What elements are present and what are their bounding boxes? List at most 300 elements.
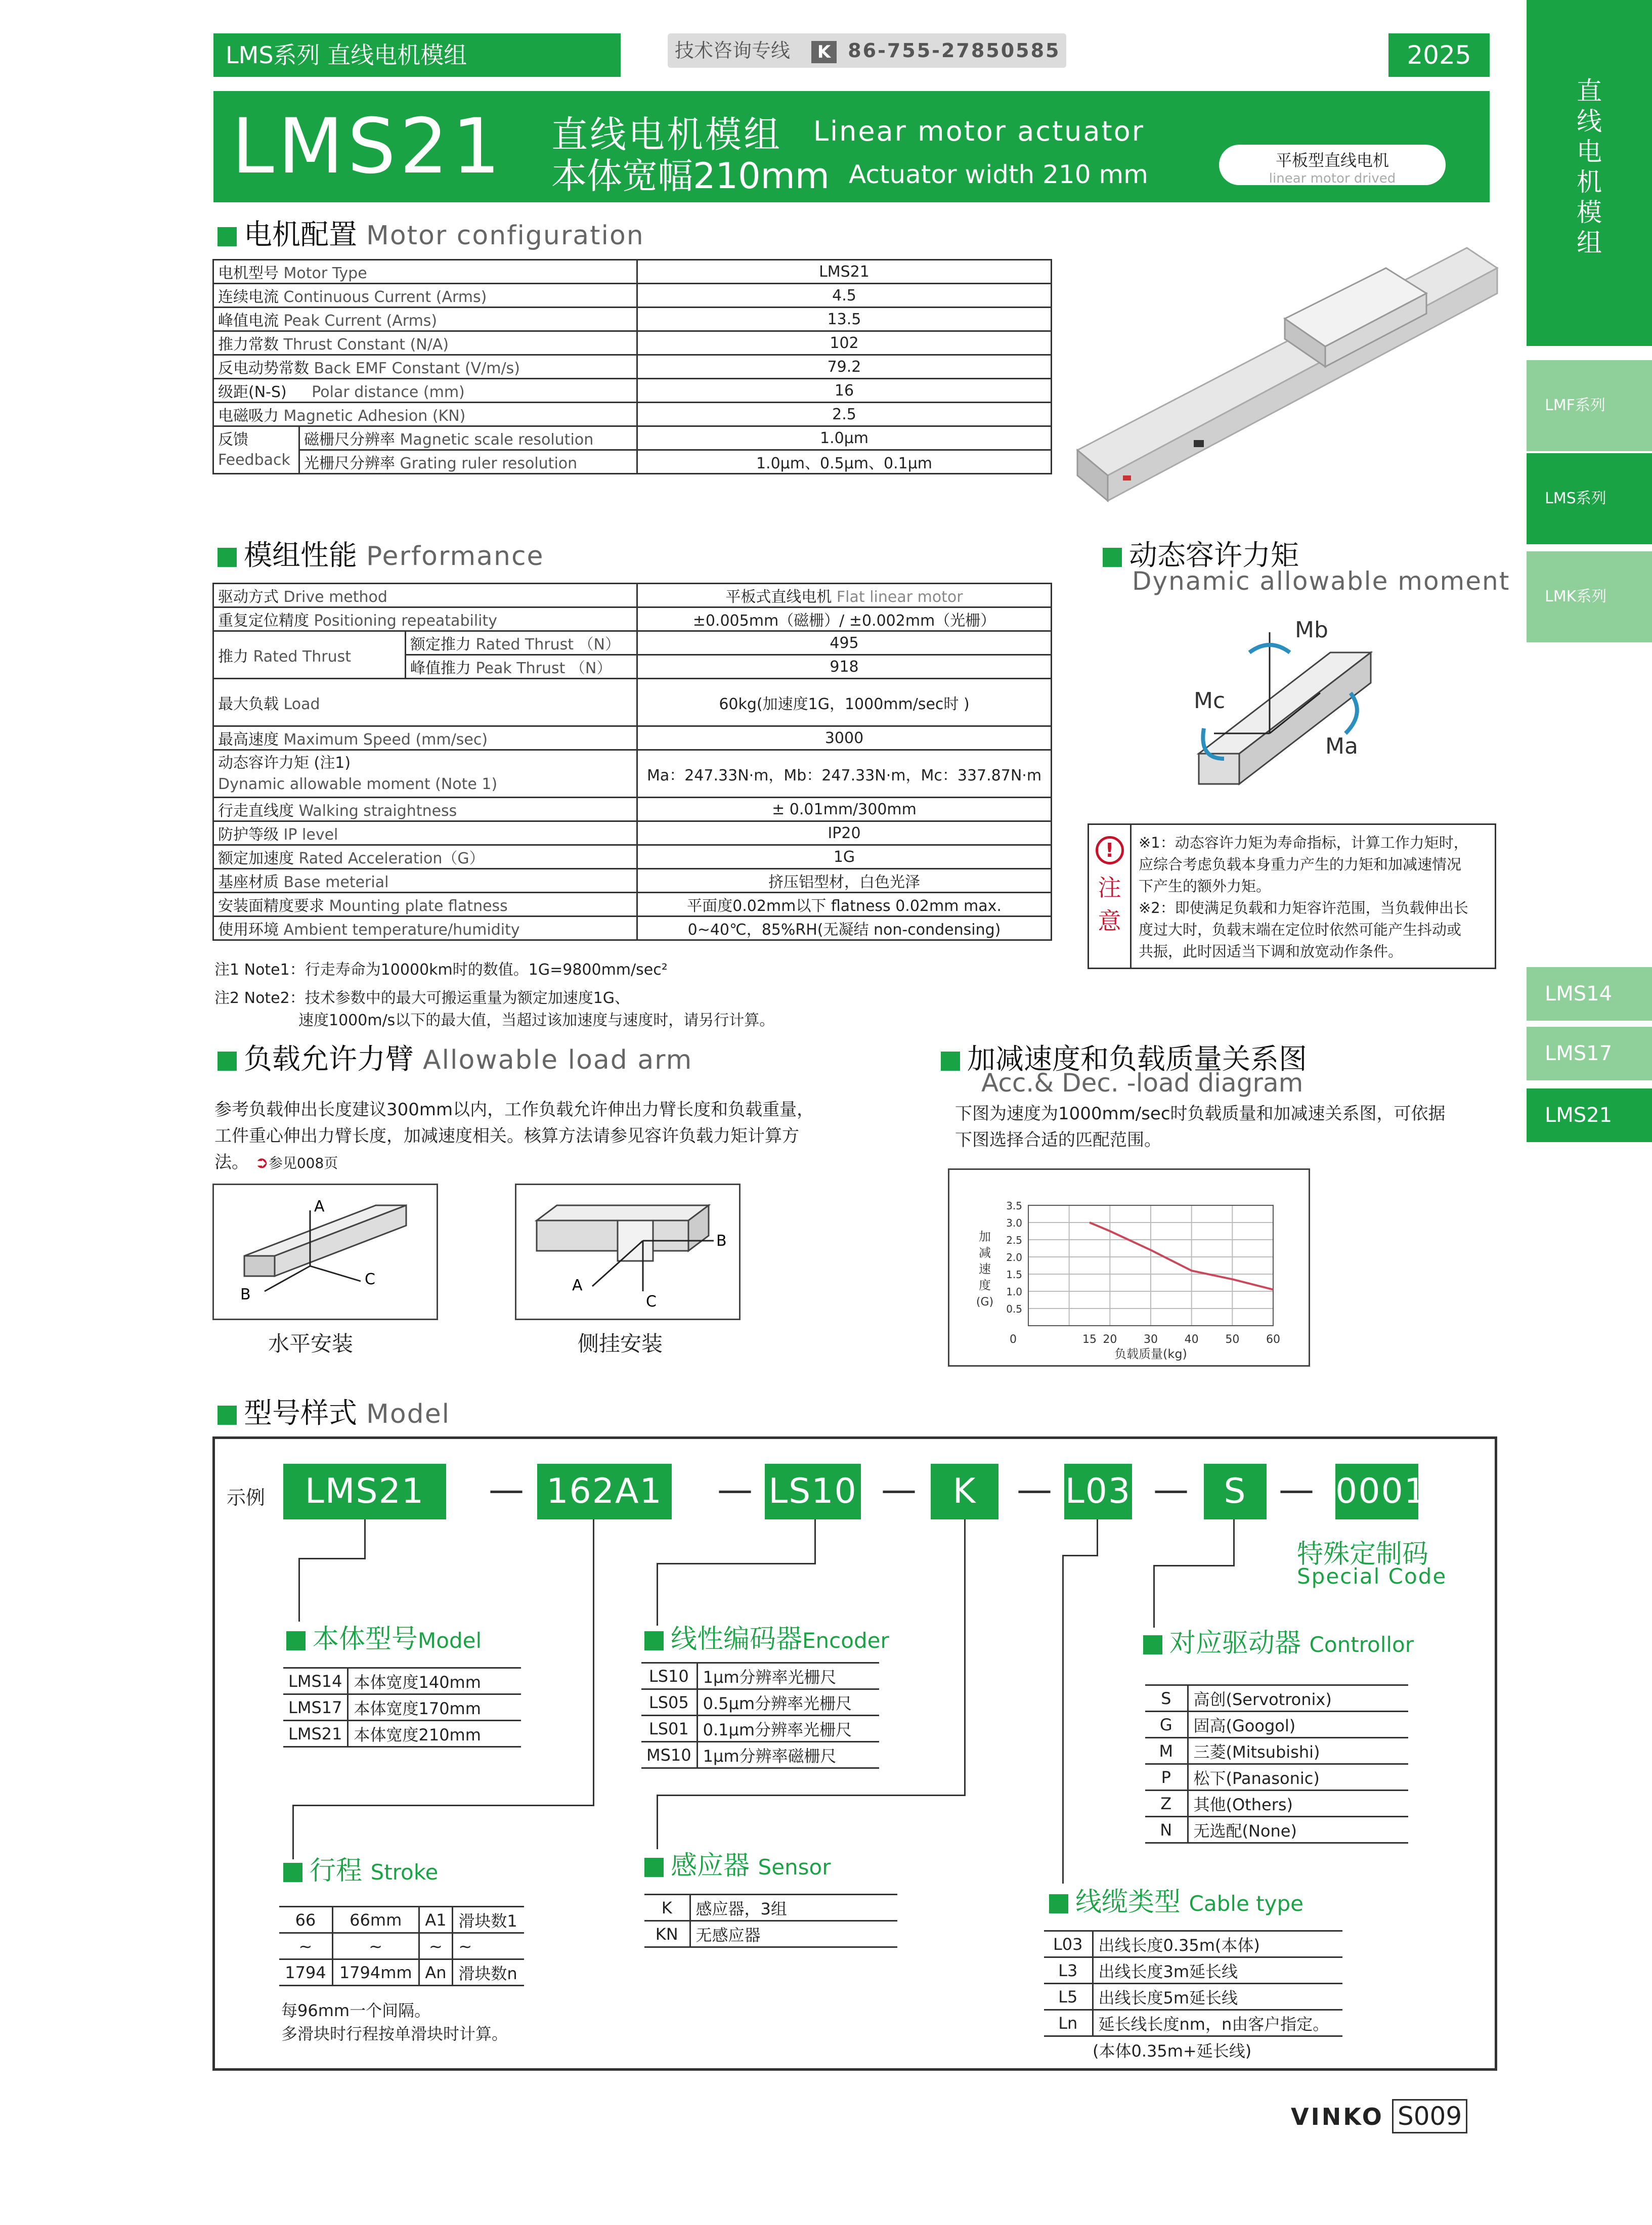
code-key: MS10	[641, 1742, 697, 1768]
table-row	[1145, 1817, 1408, 1843]
x-tick-label: 20	[1103, 1333, 1117, 1346]
tab-lms17[interactable]: LMS17	[1527, 1027, 1652, 1080]
badge-en: linear motor drived	[1269, 171, 1396, 186]
page-reference-link[interactable]: 参见008页	[268, 1155, 338, 1171]
label-en: Peak Thrust （N）	[475, 660, 612, 677]
y-tick-label: 2.0	[1006, 1251, 1022, 1263]
cell-value: 60kg(加速度1G，1000mm/sec时 )	[637, 679, 1052, 726]
table-row	[1145, 1685, 1408, 1712]
accel-heading-en: Acc.& Dec. -load diagram	[981, 1068, 1303, 1098]
cell-value: 918	[637, 655, 1052, 679]
tab-lms14[interactable]: LMS14	[1527, 967, 1652, 1021]
label-en: Positioning repeatability	[314, 612, 498, 630]
code-desc: 本体宽度140mm	[348, 1668, 521, 1694]
heading-en: Motor configuration	[366, 221, 644, 251]
heading-en: Sensor	[758, 1855, 831, 1880]
code-encoder: LS10	[765, 1464, 861, 1519]
caution-line: 应综合考虑负载本身重力产生的力矩和加减速情况	[1139, 856, 1462, 873]
mb-label: Mb	[1295, 617, 1328, 643]
x-tick-label: 15	[1082, 1333, 1097, 1346]
cell-value: 挤压铝型材，白色光泽	[637, 869, 1052, 893]
heading-en: Allowable load arm	[423, 1045, 693, 1075]
label-en: IP level	[283, 826, 338, 844]
caution-line: 共振，此时因适当下调和放宽动作条件。	[1139, 943, 1403, 960]
connector-line	[1153, 1565, 1155, 1628]
heading-cn: 电机配置	[244, 219, 357, 251]
motor-config-table	[212, 259, 1052, 474]
code-key: K	[644, 1895, 690, 1921]
paragraph-line: 下图为速度为1000mm/sec时负载质量和加减速关系图，可依据	[955, 1104, 1446, 1124]
motor-config-heading	[218, 212, 644, 253]
load-arm-heading	[218, 1037, 692, 1077]
connector-line	[657, 1563, 658, 1626]
code-desc: 无感应器	[690, 1921, 897, 1947]
code-controller: S	[1204, 1464, 1267, 1519]
cell-value: 79.2	[637, 355, 1052, 379]
code-desc: 固高(Googol)	[1188, 1712, 1408, 1738]
y-axis-label-char: 速	[979, 1262, 991, 1276]
special-code-en: Special Code	[1297, 1564, 1447, 1589]
sidebar-title-char: 电	[1577, 137, 1602, 166]
caution-line: ※1：动态容许力矩为寿命指标，计算工作力矩时，	[1139, 834, 1468, 851]
label-en: Rated Thrust （N）	[475, 636, 620, 653]
heading-en: Encoder	[802, 1628, 889, 1653]
heading-marker	[644, 1631, 664, 1650]
table-row	[1145, 1738, 1408, 1764]
table-row	[213, 869, 1052, 893]
title-cn: 直线电机模组	[551, 113, 782, 156]
connector-line	[364, 1519, 366, 1559]
hotline-number: 86-755-27850585	[848, 39, 1061, 62]
x-tick-label: 0	[1010, 1333, 1017, 1346]
label-cn: 基座材质	[218, 874, 279, 891]
cable-table	[1044, 1930, 1342, 2037]
paragraph-line: 法。	[214, 1152, 249, 1172]
badge-cn: 平板型直线电机	[1275, 151, 1389, 170]
code-key: LS10	[641, 1663, 697, 1689]
table-row	[213, 260, 1052, 284]
table-row	[283, 1721, 521, 1747]
code-desc: 其他(Others)	[1188, 1791, 1408, 1817]
label-en: Ambient temperature/humidity	[283, 921, 520, 939]
reference-arrow-icon: ➲	[255, 1153, 269, 1172]
heading-marker	[218, 1406, 237, 1425]
connector-line	[964, 1519, 966, 1796]
table-row	[213, 631, 1052, 655]
feedback-label-en: Feedback	[218, 451, 290, 469]
code-stroke: 162A1	[537, 1464, 672, 1519]
table-row	[213, 379, 1052, 403]
label-cn: 安装面精度要求	[218, 897, 324, 915]
code-key: L03	[1044, 1931, 1093, 1957]
cell-value: 1.0μm	[637, 426, 1052, 450]
label-cn: 级距(N-S)	[218, 383, 287, 401]
label-cn: 驱动方式	[218, 588, 279, 606]
table-row	[644, 1895, 897, 1921]
table-row	[213, 607, 1052, 631]
table-row	[641, 1663, 879, 1689]
tab-lmk-series[interactable]: LMK系列	[1527, 551, 1652, 642]
moment-diagram	[1194, 607, 1406, 794]
label-en: Grating ruler resolution	[400, 455, 578, 472]
code-desc: 本体宽度210mm	[348, 1721, 521, 1747]
encoder-heading	[644, 1618, 889, 1655]
x-tick-label: 30	[1144, 1333, 1158, 1346]
table-row	[641, 1742, 879, 1768]
axis-c-label: C	[365, 1271, 375, 1288]
code-key: KN	[644, 1921, 690, 1947]
load-arm-text	[214, 1097, 814, 1176]
title-en: Linear motor actuator	[813, 115, 1145, 147]
table-row	[644, 1921, 897, 1947]
connector-line	[593, 1519, 594, 1806]
table-row	[213, 450, 1052, 474]
table-row	[213, 679, 1052, 726]
dynamic-moment-heading-en: Dynamic allowable moment	[1132, 566, 1510, 596]
table-row	[279, 1907, 524, 1933]
model-heading	[218, 1391, 450, 1431]
hotline-box	[668, 33, 1066, 68]
label-en: Rated Acceleration（G）	[298, 850, 485, 867]
label-cn: 行走直线度	[218, 802, 294, 820]
y-tick-label: 1.5	[1006, 1269, 1022, 1281]
code-key: LS01	[641, 1716, 697, 1742]
connector-line	[1097, 1519, 1098, 1556]
y-tick-label: 3.0	[1006, 1217, 1022, 1229]
stroke-heading	[283, 1849, 438, 1887]
heading-marker	[286, 1631, 306, 1650]
stroke-note-1: 每96mm一个间隔。	[281, 2001, 431, 2020]
table-row	[213, 284, 1052, 308]
drive-badge	[1219, 145, 1446, 185]
accel-text	[955, 1101, 1446, 1153]
label-en: Motor Type	[283, 265, 367, 282]
stroke-note-2: 多滑块时行程按单滑块时计算。	[281, 2024, 508, 2043]
code-key: A1	[419, 1907, 453, 1933]
example-label: 示例	[227, 1487, 266, 1509]
model-group-table	[283, 1667, 521, 1748]
cable-note: (本体0.35m+延长线)	[1093, 2041, 1252, 2061]
tab-lms21[interactable]: LMS21	[1527, 1088, 1652, 1142]
horizontal-mount-figure	[212, 1184, 438, 1320]
table-row	[641, 1716, 879, 1742]
axis-a-label: A	[314, 1198, 325, 1215]
table-row	[213, 426, 1052, 450]
y-axis-label-char: 减	[979, 1246, 991, 1260]
y-tick-label: 3.5	[1006, 1200, 1022, 1212]
performance-table	[212, 583, 1052, 941]
table-row	[213, 403, 1052, 426]
label-cn: 最高速度	[218, 731, 279, 749]
connector-line	[1153, 1565, 1235, 1566]
cell-value: 0~40℃，85%RH(无凝结 non-condensing)	[637, 917, 1052, 940]
year-badge: 2025	[1388, 33, 1490, 77]
label-en: Continuous Current (Arms)	[283, 288, 487, 306]
label-en: Base meterial	[283, 874, 389, 891]
product-image	[1072, 238, 1507, 521]
code-key: LS05	[641, 1689, 697, 1716]
title-banner	[213, 91, 1490, 202]
connector-line	[657, 1795, 966, 1796]
series-line	[1090, 1223, 1273, 1290]
table-row	[1044, 1931, 1342, 1957]
sidebar-title-char: 机	[1577, 167, 1602, 197]
label-en: Rated Thrust	[253, 647, 351, 666]
table-row	[213, 845, 1052, 869]
code-desc: 高创(Servotronix)	[1188, 1685, 1408, 1712]
cell-value: 1G	[637, 845, 1052, 869]
table-row	[213, 893, 1052, 917]
label-cn: 峰值推力	[410, 660, 471, 677]
cell-value: 495	[637, 631, 1052, 655]
label-en: Mounting plate flatness	[329, 897, 508, 915]
width-en: Actuator width 210 mm	[849, 160, 1148, 189]
code-desc: 1μm分辨率光栅尺	[697, 1663, 879, 1689]
heading-cn: 本体型号	[313, 1624, 418, 1654]
connector-line	[657, 1563, 816, 1564]
table-row	[213, 750, 1052, 798]
x-tick-label: 40	[1184, 1333, 1199, 1346]
code-desc: 三菱(Mitsubishi)	[1188, 1738, 1408, 1764]
code-desc: 本体宽度170mm	[348, 1694, 521, 1721]
connector-line	[657, 1795, 658, 1849]
encoder-table	[641, 1662, 879, 1769]
heading-cn: 负载允许力臂	[244, 1043, 414, 1076]
heading-marker	[218, 1052, 237, 1071]
caution-label-column	[1089, 825, 1132, 968]
paragraph-line: 参考负载伸出长度建议300mm以内，工作负载允许伸出力臂长度和负载重量，	[214, 1100, 814, 1120]
table-row	[213, 584, 1052, 607]
label-en: Load	[283, 695, 320, 713]
cell-value: 16	[637, 379, 1052, 403]
heading-en: Model	[366, 1399, 451, 1429]
code-key: L5	[1044, 1984, 1093, 2010]
heading-cn: 感应器	[671, 1851, 750, 1881]
note-2b: 速度1000m/s以下的最大值，当超过该加速度与速度时，请另行计算。	[298, 1012, 775, 1029]
y-axis-label-char: 度	[979, 1278, 991, 1292]
caution-char: 意	[1098, 907, 1121, 935]
cell-value: 1.0μm、0.5μm、0.1μm	[637, 450, 1052, 474]
width-cn: 本体宽幅210mm	[551, 155, 830, 197]
caution-box	[1088, 823, 1496, 969]
note-1: 注1 Note1：行走寿命为10000km时的数值。1G=9800mm/sec²	[214, 961, 668, 979]
accel-chart-frame	[948, 1168, 1310, 1367]
code-desc: 1794mm	[332, 1959, 419, 1986]
heading-marker	[218, 548, 237, 567]
page-number: S009	[1392, 2099, 1467, 2133]
axis-a-label: A	[572, 1277, 583, 1294]
cell-value: 13.5	[637, 308, 1052, 331]
heading-en: Cable type	[1189, 1891, 1303, 1916]
axis-c-label: C	[646, 1293, 657, 1311]
heading-en: Controllor	[1309, 1632, 1414, 1657]
code-key: 1794	[279, 1959, 332, 1986]
ma-label: Ma	[1325, 733, 1358, 759]
table-row	[279, 1933, 524, 1959]
code-desc: ~	[453, 1933, 524, 1959]
cell-value: 102	[637, 331, 1052, 355]
label-cn: 额定推力	[410, 636, 471, 653]
label-cn: 连续电流	[218, 288, 279, 306]
code-separator: —	[489, 1469, 524, 1510]
table-row	[213, 355, 1052, 379]
tab-lms-series[interactable]: LMS系列	[1527, 453, 1652, 544]
heading-cn: 线缆类型	[1075, 1887, 1181, 1917]
paragraph-line: 下图选择合适的匹配范围。	[955, 1130, 1161, 1150]
label-cn: 额定加速度	[218, 850, 294, 867]
code-sensor: K	[931, 1464, 998, 1519]
code-key: An	[419, 1959, 453, 1986]
cable-heading	[1049, 1881, 1303, 1918]
feedback-label-cn: 反馈	[218, 430, 248, 449]
caution-text	[1139, 832, 1468, 963]
code-desc: 1μm分辨率磁栅尺	[697, 1742, 879, 1768]
y-axis-label-char: 加	[979, 1230, 991, 1244]
table-row	[1044, 1957, 1342, 1984]
heading-marker	[644, 1858, 664, 1877]
code-key: L3	[1044, 1957, 1093, 1984]
cell-value: ± 0.01mm/300mm	[637, 798, 1052, 821]
heading-cn: 行程	[310, 1856, 363, 1886]
heading-en: Performance	[366, 541, 544, 572]
caution-char: 注	[1098, 874, 1121, 901]
label-en: Dynamic allowable moment (Note 1)	[218, 775, 498, 793]
label-en: Peak Current (Arms)	[283, 312, 438, 330]
heading-en: Model	[418, 1628, 482, 1653]
warning-icon: !	[1096, 836, 1124, 864]
code-separator: —	[1153, 1469, 1189, 1510]
heading-cn: 模组性能	[244, 539, 357, 572]
code-key: M	[1145, 1738, 1188, 1764]
connector-line	[1233, 1519, 1235, 1566]
label-en: Magnetic Adhesion (KN)	[283, 407, 466, 425]
table-row	[213, 726, 1052, 750]
label-cn: 电磁吸力	[218, 407, 279, 425]
table-row	[213, 917, 1052, 940]
horizontal-mount-caption: 水平安装	[268, 1331, 354, 1356]
table-row	[213, 821, 1052, 845]
tab-lmf-series[interactable]: LMF系列	[1527, 360, 1652, 451]
cell-value: 3000	[637, 726, 1052, 750]
connector-line	[814, 1519, 816, 1564]
connector-line	[1062, 1555, 1064, 1884]
side-mount-figure	[515, 1184, 741, 1320]
label-cn: 反电动势常数	[218, 360, 309, 377]
code-separator: —	[1017, 1469, 1052, 1510]
label-cn: 推力常数	[218, 336, 279, 354]
table-row	[1044, 2010, 1342, 2036]
heading-marker	[283, 1863, 302, 1882]
table-row	[283, 1694, 521, 1721]
connector-line	[298, 1558, 366, 1559]
code-desc: 无选配(None)	[1188, 1817, 1408, 1843]
controller-heading	[1143, 1622, 1414, 1660]
controller-table	[1145, 1684, 1408, 1844]
code-cable: L03	[1064, 1464, 1132, 1519]
caution-line: ※2：即使满足负载和力矩容许范围，当负载伸出长	[1139, 899, 1468, 917]
code-key: ~	[419, 1933, 453, 1959]
cell-value: 4.5	[637, 284, 1052, 308]
label-cn: 电机型号	[218, 265, 279, 282]
accel-chart	[949, 1170, 1309, 1365]
table-row	[641, 1689, 879, 1716]
label-en: Polar distance (mm)	[312, 383, 465, 401]
label-cn: 峰值电流	[218, 312, 279, 330]
cell-value: 平板式直线电机	[725, 588, 832, 606]
code-desc: 0.1μm分辨率光栅尺	[697, 1716, 879, 1742]
table-row	[1044, 1984, 1342, 2010]
heading-cn: 动态容许力矩	[1129, 539, 1299, 572]
x-axis-label: 负载质量(kg)	[1114, 1347, 1187, 1361]
cell-value: 2.5	[637, 403, 1052, 426]
code-separator: —	[717, 1469, 753, 1510]
sensor-table	[644, 1894, 897, 1948]
label-cn: 防护等级	[218, 826, 279, 844]
code-key: Ln	[1044, 2010, 1093, 2036]
code-desc: 出线长度3m延长线	[1093, 1957, 1342, 1984]
code-key: 66	[279, 1907, 332, 1933]
note-2a: 注2 Note2：技术参数中的最大可搬运重量为额定加速度1G、	[214, 989, 630, 1007]
code-desc: 延长线长度nm，n由客户指定。	[1093, 2010, 1342, 2036]
cell-value: 平面度0.02mm以下 flatness 0.02mm max.	[637, 893, 1052, 917]
footer-brand: VINKO	[1291, 2103, 1384, 2130]
label-en: Walking straightness	[298, 802, 457, 820]
code-separator: —	[881, 1469, 917, 1510]
connector-line	[292, 1805, 594, 1806]
cell-value: IP20	[637, 821, 1052, 845]
code-key: P	[1145, 1764, 1188, 1791]
code-desc: 66mm	[332, 1907, 419, 1933]
code-key: S	[1145, 1685, 1188, 1712]
phone-icon: K	[811, 41, 837, 63]
code-special: 0001	[1335, 1464, 1418, 1519]
mc-label: Mc	[1194, 688, 1226, 714]
sidebar-title-char: 模	[1577, 198, 1602, 227]
code-desc: 滑块数n	[453, 1959, 524, 1986]
table-row	[213, 308, 1052, 331]
code-key: G	[1145, 1712, 1188, 1738]
code-key: Z	[1145, 1791, 1188, 1817]
heading-marker	[1049, 1894, 1068, 1913]
code-key: LMS14	[283, 1668, 348, 1694]
y-tick-label: 2.5	[1006, 1234, 1022, 1246]
x-tick-label: 50	[1225, 1333, 1240, 1346]
code-desc: ~	[332, 1933, 419, 1959]
sidebar-title-char: 线	[1577, 107, 1602, 136]
y-tick-label: 0.5	[1006, 1303, 1022, 1315]
cell-value-en: Flat linear motor	[836, 588, 963, 606]
label-cn: 动态容许力矩 (注1)	[218, 754, 351, 772]
label-en: Magnetic scale resolution	[400, 431, 594, 449]
code-key: LMS17	[283, 1694, 348, 1721]
code-key: LMS21	[283, 1721, 348, 1747]
performance-heading	[218, 533, 544, 574]
table-row	[283, 1668, 521, 1694]
x-tick-label: 60	[1266, 1333, 1280, 1346]
model-title: LMS21	[232, 103, 505, 191]
code-separator: —	[1279, 1469, 1314, 1510]
sidebar-title	[1527, 0, 1652, 346]
cell-value: LMS21	[637, 260, 1052, 284]
table-row	[1145, 1712, 1408, 1738]
sidebar-title-char: 直	[1577, 76, 1602, 106]
series-header: LMS系列 直线电机模组	[213, 33, 621, 77]
label-cn: 推力	[218, 647, 248, 666]
table-row	[213, 331, 1052, 355]
code-key: N	[1145, 1817, 1188, 1843]
table-row	[279, 1959, 524, 1986]
code-model: LMS21	[283, 1464, 446, 1519]
